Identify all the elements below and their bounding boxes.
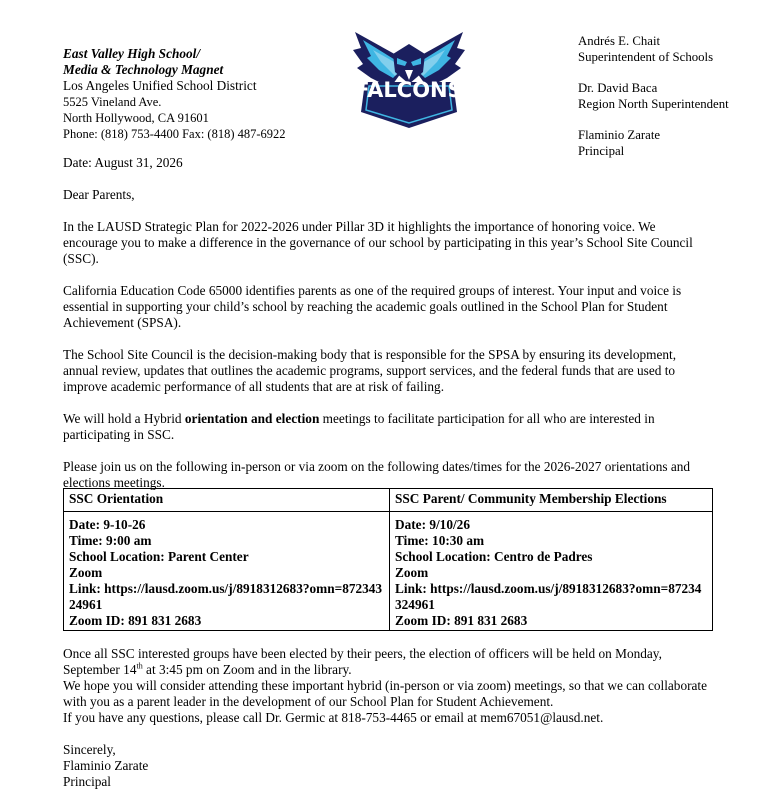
paragraph-strategic-plan: In the LAUSD Strategic Plan for 2022-2026 under Pillar 3D it highlights the importance of honoring voice. We encourage you to make a difference in the governance of our school by participating in this year’s School Site Council (SSC). (63, 219, 693, 266)
officer-text-sup: th (136, 661, 143, 671)
elections-zoom-link[interactable]: Link: https://lausd.zoom.us/j/8918312683?omn=87234324961 (395, 581, 702, 612)
letter-date: Date: August 31, 2026 (63, 155, 183, 170)
official-title-3: Principal (578, 143, 625, 158)
elections-date: Date: 9/10/26 (395, 517, 470, 532)
hybrid-text-end: meetings to facilitate participation for all who are interested in participating in SSC. (63, 411, 655, 442)
orientation-details (64, 512, 390, 631)
school-phone: Phone: (818) 753-4400 Fax: (818) 487-6922 (63, 127, 286, 141)
logo-wordmark: FALCONS (355, 78, 463, 102)
elections-time: Time: 10:30 am (395, 533, 485, 548)
header-orientation: SSC Orientation (64, 489, 390, 512)
paragraph-contact: If you have any questions, please call Dr. Germic at 818-753-4465 or email at mem67051@lausd.net. (63, 710, 604, 725)
official-name-3: Flaminio Zarate (578, 128, 661, 142)
signature-block (63, 742, 363, 790)
school-letterhead (63, 46, 353, 142)
meetings-table (63, 488, 713, 631)
table-row (64, 512, 713, 631)
officer-text-b: at 3:45 pm on Zoom and in the library. (142, 662, 352, 677)
paragraph-consider-attending: We hope you will consider attending these important hybrid (in-person or via zoom) meetings, so that we can collaborate with you as a parent leader in the development of our School Plan for Student Achievement. (63, 678, 708, 709)
elections-mode: Zoom (395, 565, 429, 580)
paragraph-officer-election (63, 646, 713, 678)
paragraph-hybrid-meetings (63, 411, 713, 443)
officer-text-a: Once all SSC interested groups have been elected by their peers, the election of officers will be held on Monday, September 14 (63, 646, 662, 677)
salutation: Dear Parents, (63, 187, 135, 202)
school-district: Los Angeles Unified School District (63, 78, 257, 93)
orientation-zoom-id: Zoom ID: 891 831 2683 (69, 613, 202, 628)
orientation-location: School Location: Parent Center (69, 549, 249, 564)
official-title-2: Region North Superintendent (578, 96, 729, 111)
school-street: 5525 Vineland Ave. (63, 95, 162, 109)
elections-location: School Location: Centro de Padres (395, 549, 593, 564)
official-name-2: Dr. David Baca (578, 81, 658, 95)
paragraph-join-us: Please join us on the following in-person or via zoom on the following dates/times for the 2026-2027 orientations and elections meetings. (63, 459, 691, 490)
valediction: Sincerely, (63, 742, 116, 757)
hybrid-text-bold: orientation and election (184, 411, 320, 426)
orientation-date: Date: 9-10-26 (69, 517, 146, 532)
school-name-line1: East Valley High School/ (63, 46, 201, 61)
school-city: North Hollywood, CA 91601 (63, 111, 209, 125)
officials-block (578, 34, 768, 159)
paragraph-education-code: California Education Code 65000 identifies parents as one of the required groups of interest. Your input and voice is essential in supporting your child’s school by reaching the academic goals outlined in the School Plan for Student Achievement (SPSA). (63, 283, 682, 330)
orientation-zoom-link[interactable]: Link: https://lausd.zoom.us/j/8918312683?omn=87234324961 (69, 581, 383, 612)
official-name-1: Andrés E. Chait (578, 34, 661, 48)
official-title-1: Superintendent of Schools (578, 49, 714, 64)
paragraph-council-role: The School Site Council is the decision-making body that is responsible for the SPSA by ensuring its development, annual review, updates that outlines the academic programs, support services, and the federal funds that are used to improve academic performance of all students that are at risk of failing. (63, 347, 677, 394)
elections-zoom-id: Zoom ID: 891 831 2683 (395, 613, 528, 628)
orientation-mode: Zoom (69, 565, 103, 580)
hybrid-text-start: We will hold a Hybrid (63, 411, 185, 426)
elections-details (390, 512, 713, 631)
school-name-line2: Media & Technology Magnet (63, 62, 224, 77)
header-elections: SSC Parent/ Community Membership Elections (390, 489, 713, 512)
table-header-row (64, 489, 713, 512)
orientation-time: Time: 9:00 am (69, 533, 152, 548)
signer-name: Flaminio Zarate (63, 758, 149, 773)
signer-title: Principal (63, 774, 112, 789)
